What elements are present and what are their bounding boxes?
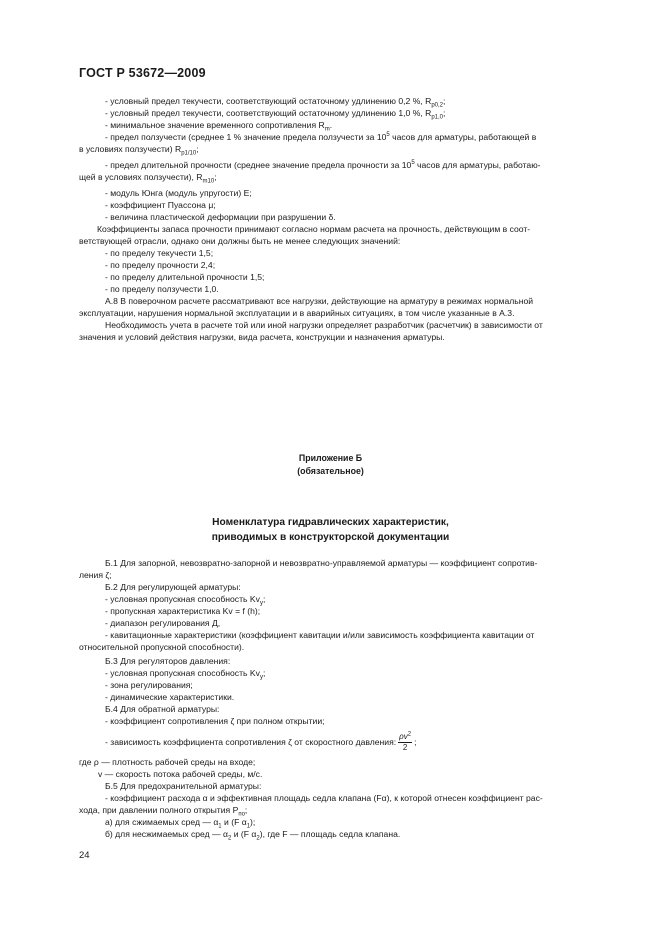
text-line: где ρ — плотность рабочей среды на входе; [79,757,256,767]
text: ; [414,737,417,747]
text: - предел ползучести (среднее 1 % значение предела ползучести за 10 [105,132,387,142]
text-line: - динамические характеристики. [105,692,235,702]
document-header: ГОСТ Р 53672—2009 [79,66,206,80]
appendix-title: Приложение Б [298,453,363,463]
text: хода, при давлении полного открытия P [79,805,239,815]
text: ρv [399,732,408,742]
text-line [79,144,582,155]
text-line: значения и условий действия нагрузки, вида расчета, конструкции и назначения арматуры. [79,332,445,342]
text-line: - диапазон регулирования Д, [105,618,221,628]
superscript: 2 [407,731,412,738]
text-line: - коэффициент расхода α и эффективная площадь седла клапана (Fα), к которой отнесен коэффициент рас- [105,793,543,803]
text: часов для арматуры, работающей в [389,132,537,142]
text-line: Необходимость учета в расчете той или иной нагрузки определяет разработчик (расчетчик) в зависимости от [105,320,543,330]
subscript: 2 [256,835,260,842]
subscript: 2 [227,835,232,842]
text-line [79,96,608,107]
text: а) для сжимаемых сред — α [105,817,219,827]
text-line: Б.2 Для регулирующей арматуры: [105,582,241,592]
text: ; [262,594,266,604]
text-line: ления ζ; [79,570,112,580]
superscript: 5 [411,160,415,167]
text-line: Коэффициенты запаса прочности принимают согласно нормам расчета на прочность, действующим в соот- [97,224,531,234]
subscript: p0,2 [431,102,444,109]
text-line: - коэффициент Пуассона μ; [105,200,216,210]
text: ), где F — площадь седла клапана. [259,829,401,839]
text-line: - по пределу ползучести 1,0. [105,284,219,294]
text-line [79,829,608,840]
text: ; [443,96,446,106]
text: ; [443,108,446,118]
subscript: m [324,126,330,133]
text-line [79,594,608,605]
subscript: p1/10 [181,150,197,157]
text-line: Б.5 Для предохранительной арматуры: [105,781,262,791]
section-heading-line-2: приводимых в конструкторской документации [211,532,450,543]
subscript: по [238,811,245,818]
text-line [79,817,608,828]
text-line [79,160,608,171]
text-line: ветствующей отрасли, однако они должны быть не менее следующих значений: [79,236,401,246]
text-line: - по пределу текучести 1,5; [105,248,214,258]
text-line: - модуль Юнга (модуль упругости) E; [105,188,252,198]
text-line: - зона регулирования; [105,680,193,690]
text-line: относительной пропускной способности). [79,642,245,652]
text-line: Б.4 Для обратной арматуры: [105,704,220,714]
text-line: А.8 В поверочном расчете рассматривают все нагрузки, действующие на арматуру в режимах нормальной [105,296,534,306]
text-line [79,120,608,131]
formula-fraction [398,732,412,753]
text: - условная пропускная способность Kv [105,668,260,678]
text: щей в условиях ползучести), R [79,172,203,182]
text-line: v — скорость потока рабочей среды, м/с. [98,769,263,779]
subscript: m10 [202,178,215,185]
text-line [79,668,608,679]
text: в условиях ползучести) R [79,144,182,154]
text: ); [250,817,256,827]
text-line [79,172,582,183]
subscript: y [259,674,263,681]
section-heading-line-1: Номенклатура гидравлических характеристик, [212,517,449,528]
text: ; [196,144,199,154]
text-line [79,732,608,753]
text-line: - пропускная характеристика Kv = f (h); [105,606,261,616]
text: - предел длительной прочности (среднее значение предела прочности за 10 [105,160,412,170]
text: ; [262,668,266,678]
text: - условная пропускная способность Kv [105,594,260,604]
text-line: - величина пластической деформации при разрушении δ. [105,212,336,222]
text: . [329,120,333,130]
text-line: эксплуатации, нарушения нормальной эксплуатации и в аварийных ситуациях, в том числе указанные в А.3. [79,308,515,318]
subscript: p1,0 [431,114,444,121]
text: б) для несжимаемых сред — α [105,829,228,839]
text-line: - кавитационные характеристики (коэффициент кавитации и/или зависимость коэффициента кавитации от [105,630,535,640]
text-line: Б.1 Для запорной, невозвратно-запорной и невозвратно-управляемой арматуры — коэффициент сопротив- [105,558,538,568]
text-line: Б.3 Для регуляторов давления: [105,656,231,666]
fraction-denominator: 2 [402,743,408,753]
text: - условный предел текучести, соответствующий остаточному удлинению 1,0 %, R [105,108,432,118]
text-line [79,132,608,143]
text: и (F α [221,817,247,827]
text-line: - по пределу прочности 2,4; [105,260,216,270]
text: ; [214,172,217,182]
text-line [79,805,582,816]
text-line [79,108,608,119]
text: часов для арматуры, работаю- [414,160,541,170]
page-number: 24 [79,850,90,861]
text-line: - коэффициент сопротивления ζ при полном открытии; [105,716,325,726]
superscript: 5 [386,132,390,139]
text: и (F α [231,829,257,839]
text-line: - по пределу длительной прочности 1,5; [105,272,265,282]
appendix-status: (обязательное) [297,466,364,476]
text: - условный предел текучести, соответствующий остаточному удлинению 0,2 %, R [105,96,432,106]
text: - минимальное значение временного сопротивления R [105,120,325,130]
text: ; [244,805,248,815]
text: - зависимость коэффициента сопротивления ζ от скоростного давления: [105,737,397,747]
subscript: 1 [246,823,251,830]
subscript: 1 [218,823,222,830]
fraction-numerator [398,732,412,743]
subscript: y [259,600,263,607]
